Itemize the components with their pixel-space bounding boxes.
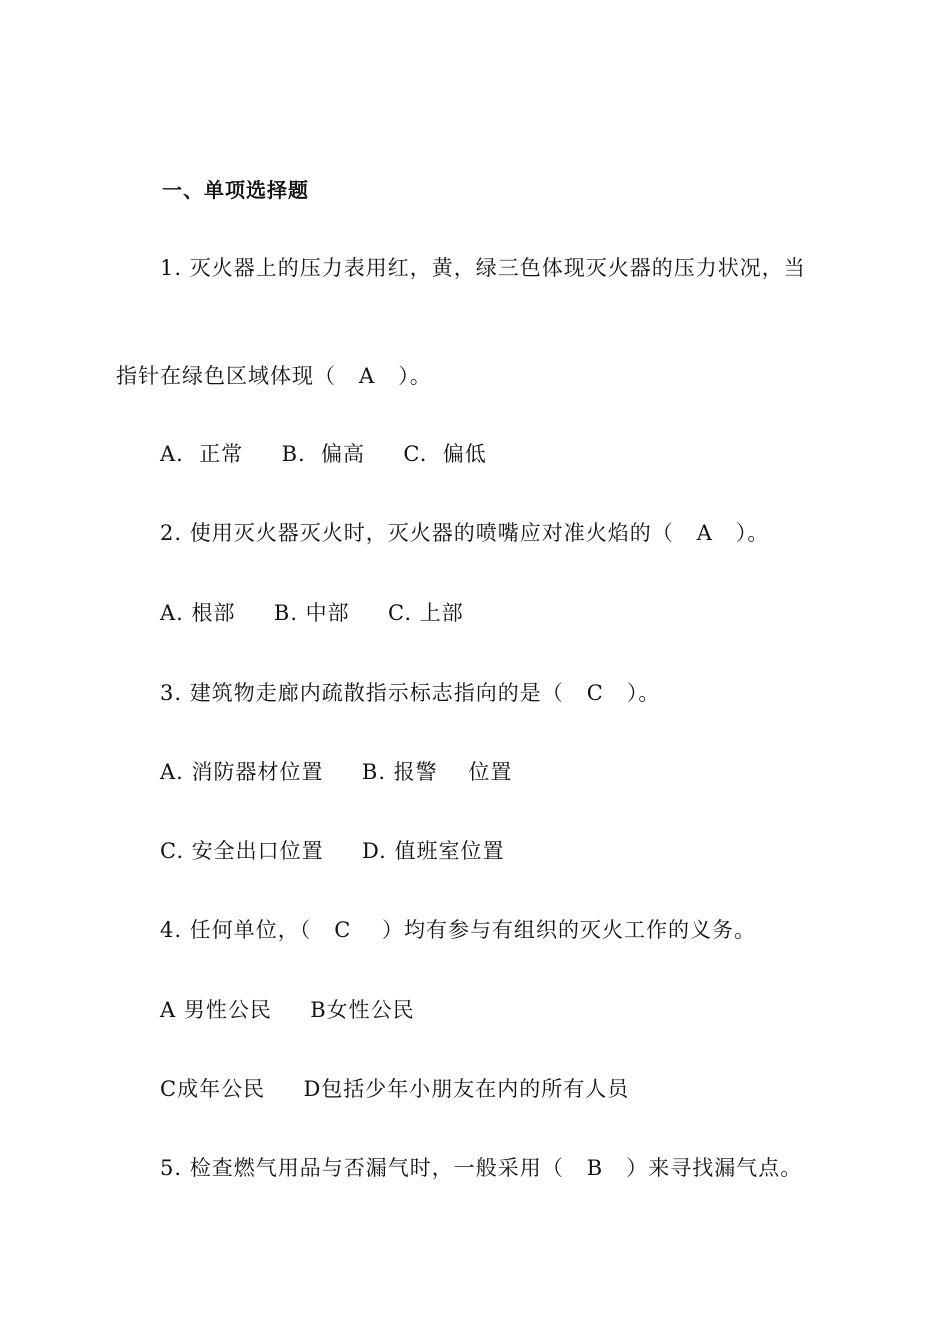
question-1-text-continued: 指针在绿色区域体现（ A ）。 [116,364,432,388]
question-1-options: A. 正常 B. 偏高 C. 偏低 [160,442,487,466]
question-4-options-ab: A 男性公民 B女性公民 [160,998,415,1022]
question-3-options-cd: C. 安全出口位置 D. 值班室位置 [160,839,505,863]
question-4-options-cd: C成年公民 D包括少年小朋友在内的所有人员 [160,1077,630,1101]
question-5-text: 5. 检查燃气用品与否漏气时，一般采用（ B ）来寻找漏气点。 [160,1156,803,1180]
question-3-text: 3. 建筑物走廊内疏散指示标志指向的是（ C ）。 [160,681,661,705]
question-2-options: A. 根部 B. 中部 C. 上部 [160,601,464,625]
question-1-text: 1. 灭火器上的压力表用红，黄，绿三色体现灭火器的压力状况，当 [160,256,806,280]
question-4-text: 4. 任何单位，（ C ）均有参与有组织的灭火工作的义务。 [160,918,757,942]
question-2-text: 2. 使用灭火器灭火时，灭火器的喷嘴应对准火焰的（ A ）。 [160,521,770,545]
section-title: 一、单项选择题 [162,178,309,202]
question-3-options-ab: A. 消防器材位置 B. 报警 位置 [160,760,513,784]
